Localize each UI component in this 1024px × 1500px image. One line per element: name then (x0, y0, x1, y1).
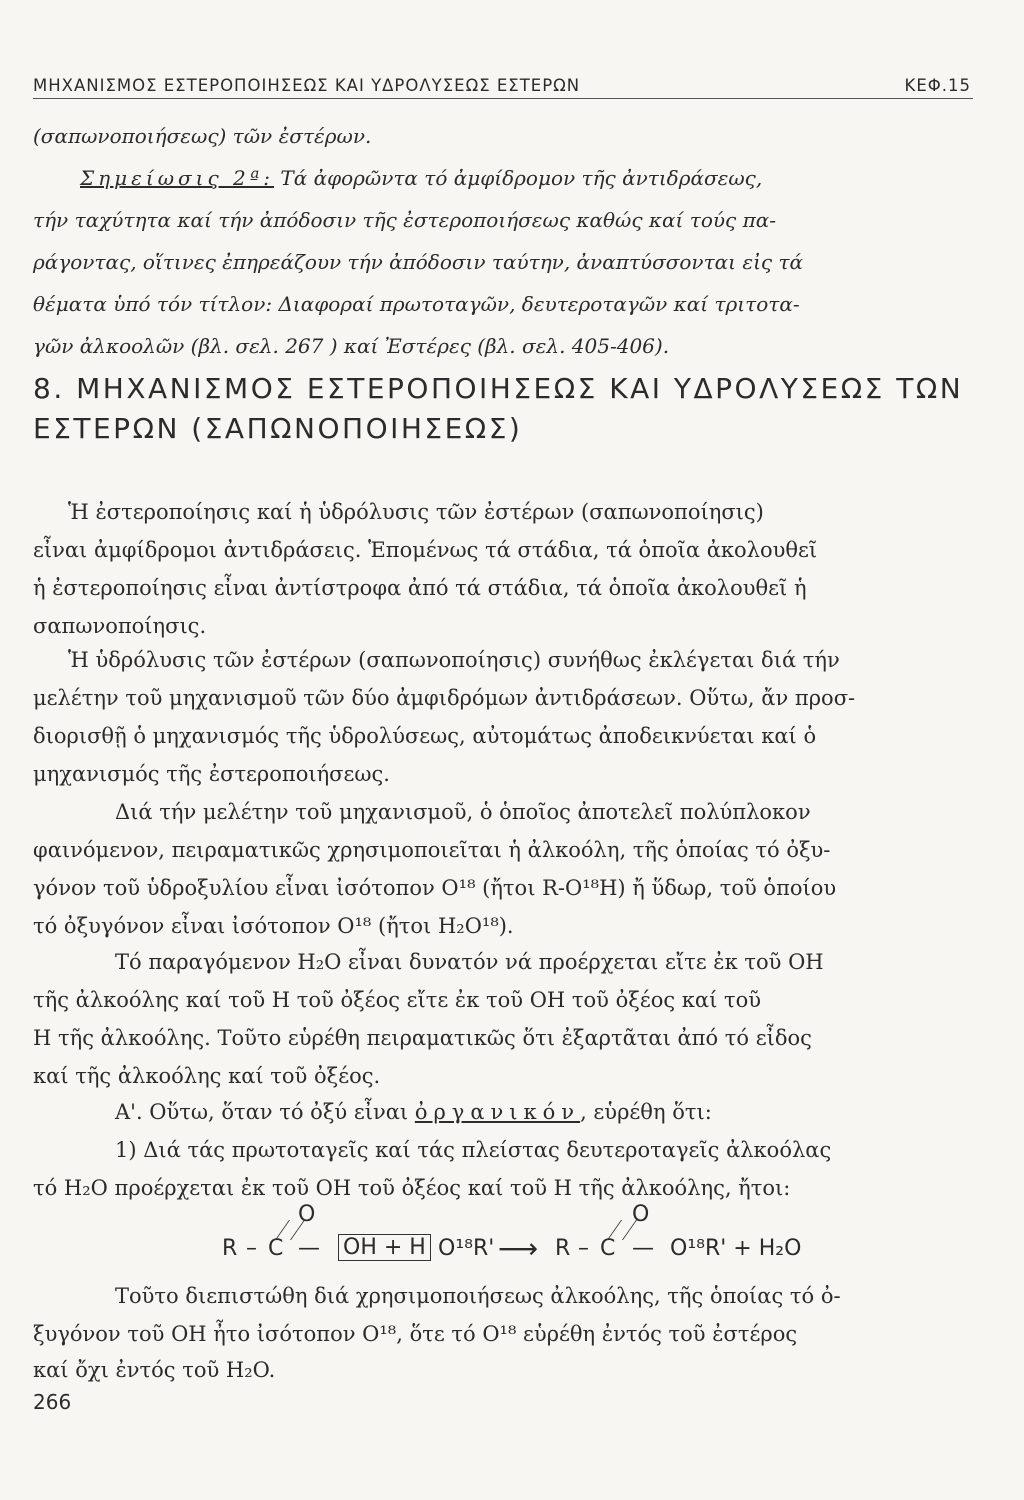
body-line-p4d: καί τῆς ἀλκοόλης καί τοῦ ὀξέος. (33, 1064, 381, 1088)
reaction-equation (200, 1196, 840, 1276)
body-line-p3b: φαινόμενον, πειραματικῶς χρησιμοποιεῖται ἡ ἀλκοόλη, τῆς ὁποίας τό ὀξυ- (33, 838, 831, 862)
body-line-p5-post: , εὑρέθη ὅτι: (580, 1100, 712, 1124)
note-line-1-text: Τά ἀφορῶντα τό ἀμφίδρομον τῆς ἀντιδράσεως, (274, 166, 763, 190)
note-line-0: (σαπωνοποιήσεως) τῶν ἐστέρων. (33, 124, 372, 148)
eq-oxygen-1: O (298, 1202, 316, 1227)
note-line-2: τήν ταχύτητα καί τήν ἀπόδοσιν τῆς ἐστεροποιήσεως καθώς καί τούς πα- (33, 208, 776, 232)
note-line-1 (80, 166, 762, 190)
body-line-p4a: Τό παραγόμενον H₂O εἶναι δυνατόν νά προέρχεται εἴτε ἐκ τοῦ OH (115, 950, 824, 974)
eq-o18r: O¹⁸R' (438, 1236, 495, 1261)
eq-oxygen-2: O (632, 1202, 650, 1227)
eq-arrow: ⟶ (498, 1232, 539, 1265)
eq-boxed-group: OH + H (338, 1234, 431, 1261)
eq-carbon-2: C (600, 1236, 616, 1261)
section-title-line-1: 8. ΜΗΧΑΝΙΣΜΟΣ ΕΣΤΕΡΟΠΟΙΗΣΕΩΣ ΚΑΙ ΥΔΡΟΛΥΣΕΩΣ ΤΩΝ (33, 372, 964, 405)
body-line-p2c: διορισθῇ ὁ μηχανισμός τῆς ὑδρολύσεως, αὐτομάτως ἀποδεικνύεται καί ὁ (33, 724, 817, 748)
body-line-p2b: μελέτην τοῦ μηχανισμοῦ τῶν δύο ἀμφιδρόμων ἀντιδράσεων. Οὕτω, ἄν προσ- (33, 686, 856, 710)
header-title: ΜΗΧΑΝΙΣΜΟΣ ΕΣΤΕΡΟΠΟΙΗΣΕΩΣ ΚΑΙ ΥΔΡΟΛΥΣΕΩΣ ΕΣΤΕΡΩΝ (33, 76, 581, 95)
eq-r-2: R (555, 1236, 571, 1261)
eq-r: R (222, 1236, 238, 1261)
body-line-p2d: μηχανισμός τῆς ἐστεροποιήσεως. (33, 762, 390, 786)
body-line-p7a: Τοῦτο διεπιστώθη διά χρησιμοποιήσεως ἀλκοόλης, τῆς ὁποίας τό ὀ- (115, 1284, 841, 1308)
running-header (33, 76, 973, 99)
body-line-p2a: Ἡ ὑδρόλυσις τῶν ἐστέρων (σαπωνοποίησις) συνήθως ἐκλέγεται διά τήν (68, 648, 840, 672)
body-line-p7c: καί ὄχι ἐντός τοῦ H₂O. (33, 1358, 276, 1382)
eq-dash-1: – (246, 1236, 257, 1261)
body-line-p4c: H τῆς ἀλκοόλης. Τοῦτο εὑρέθη πειραματικῶς ὅτι ἐξαρτᾶται ἀπό τό εἶδος (33, 1026, 812, 1050)
body-line-p6a: 1) Διά τάς πρωτοταγεῖς καί τάς πλείστας δευτεροταγεῖς ἀλκοόλας (115, 1138, 832, 1162)
organic-emphasis: ὀργανικόν (414, 1100, 581, 1124)
chapter-label: ΚΕΦ.15 (904, 76, 971, 95)
body-line-p3c: γόνον τοῦ ὑδροξυλίου εἶναι ἰσότοπον O¹⁸ (ἤτοι R-O¹⁸H) ἤ ὕδωρ, τοῦ ὁποίου (33, 876, 837, 900)
body-line-p5 (115, 1100, 712, 1124)
note-label: Σημείωσις 2ª: (80, 166, 275, 190)
body-line-p1b: εἶναι ἀμφίδρομοι ἀντιδράσεις. Ἑπομένως τά στάδια, τά ὁποῖα ἀκολουθεῖ (33, 538, 818, 562)
body-line-p1a: Ἡ ἐστεροποίησις καί ἡ ὑδρόλυσις τῶν ἐστέρων (σαπωνοποίησις) (68, 500, 764, 524)
body-line-p6b: τό H₂O προέρχεται ἐκ τοῦ OH τοῦ ὀξέος καί τοῦ H τῆς ἀλκοόλης, ἤτοι: (33, 1176, 791, 1200)
eq-dash-2: – (578, 1236, 589, 1261)
eq-carbon-1: C (268, 1236, 284, 1261)
body-line-p3d: τό ὀξυγόνον εἶναι ἰσότοπον O¹⁸ (ἤτοι H₂O¹⁸). (33, 914, 514, 938)
body-line-p5-pre: Α'. Οὕτω, ὅταν τό ὀξύ εἶναι (115, 1100, 415, 1124)
eq-product: O¹⁸R' + H₂O (670, 1236, 802, 1261)
eq-bond-1: — (298, 1236, 320, 1261)
page-number: 266 (33, 1390, 72, 1414)
body-line-p3a: Διά τήν μελέτην τοῦ μηχανισμοῦ, ὁ ὁποῖος ἀποτελεῖ πολύπλοκον (115, 800, 811, 824)
body-line-p1c: ἡ ἐστεροποίησις εἶναι ἀντίστροφα ἀπό τά στάδια, τά ὁποῖα ἀκολουθεῖ ἡ (33, 576, 807, 600)
body-line-p4b: τῆς ἀλκοόλης καί τοῦ H τοῦ ὀξέος εἴτε ἐκ τοῦ OH τοῦ ὀξέος καί τοῦ (33, 988, 762, 1012)
note-line-4: θέματα ὑπό τόν τίτλον: Διαφοραί πρωτοταγῶν, δευτεροταγῶν καί τριτοτα- (33, 292, 800, 316)
eq-bond-2: — (632, 1236, 654, 1261)
body-line-p7b: ξυγόνον τοῦ OH ἦτο ἰσότοπον O¹⁸, ὅτε τό O¹⁸ εὑρέθη ἐντός τοῦ ἐστέρος (33, 1322, 798, 1346)
note-line-3: ράγοντας, οἵτινες ἐπηρεάζουν τήν ἀπόδοσιν ταύτην, ἀναπτύσσονται εἰς τά (33, 250, 804, 274)
body-line-p1d: σαπωνοποίησις. (33, 614, 207, 638)
section-title-line-2: ΕΣΤΕΡΩΝ (ΣΑΠΩΝΟΠΟΙΗΣΕΩΣ) (33, 412, 523, 445)
note-line-5: γῶν ἀλκοολῶν (βλ. σελ. 267 ) καί Ἐστέρες (βλ. σελ. 405-406). (33, 334, 670, 358)
